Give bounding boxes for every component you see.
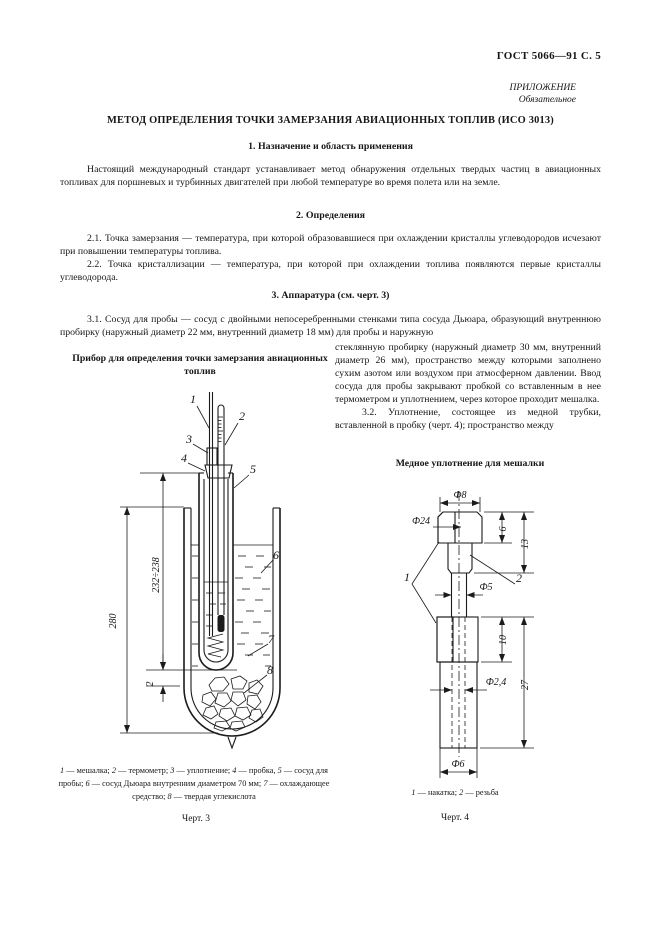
- label-6-dewar: 6: [273, 548, 279, 562]
- legend-item: 5 — сосуд для пробы;: [58, 766, 328, 788]
- dim-phi6-label: Ф6: [451, 759, 465, 770]
- dim-phi8: [440, 490, 480, 512]
- clause-3-2: 3.2. Уплотнение, состоящее из медной трубки, вставленной в пробку (черт. 4); пространство между: [335, 407, 601, 431]
- figure3-title: Прибор для определения точки замерзания авиационных топлив: [72, 353, 328, 377]
- clause-3-1-continuation: стеклянную пробирку (наружный диаметр 30 мм, внутренний диаметр 26 мм), пространство между которыми заполнено сухим азотом или воздухом при атмосферном давлении. Ввод сосуда для пробы закрывают пробкой со вставленным в нее термометром и уплотнением, через которое проходит мешалка.: [335, 342, 601, 405]
- dim-phi2-4-label: Ф2,4: [485, 677, 507, 688]
- dim-2: [145, 654, 180, 702]
- doc-title: МЕТОД ОПРЕДЕЛЕНИЯ ТОЧКИ ЗАМЕРЗАНИЯ АВИАЦИОННЫХ ТОПЛИВ (ИСО 3013): [107, 115, 554, 126]
- label-2-thread: 2: [516, 571, 522, 585]
- dim-phi8-label: Ф8: [453, 490, 467, 501]
- dim-phi5: [435, 582, 493, 595]
- thermometer-scale: [219, 417, 224, 442]
- label-3-seal: 3: [186, 432, 192, 446]
- dim-gap-label: 2: [145, 681, 156, 687]
- dim-232-238: [140, 473, 237, 670]
- annex-block: [510, 83, 577, 106]
- right-column: [335, 341, 601, 432]
- figure4-title: Медное уплотнение для мешалки: [395, 458, 545, 469]
- figure4-legend: [375, 786, 535, 799]
- dim-total-height-label: 280: [108, 613, 119, 629]
- legend-item: 8 — твердая углекислота: [167, 792, 256, 801]
- clause-2-2: 2.2. Точка кристаллизации — температура, при которой при охлаждении топлива появляются первые кристаллы углеводорода.: [60, 259, 601, 283]
- legend-item: 4 — пробка,: [232, 766, 276, 775]
- dim-phi6: [440, 748, 477, 778]
- dim-10-label: 10: [498, 635, 509, 645]
- thermometer: [218, 405, 225, 632]
- dim-height-range-label: 232÷238: [151, 557, 162, 593]
- figure3-drawing: [85, 388, 335, 773]
- label-5-sample-vessel: 5: [250, 462, 256, 476]
- section1-heading: 1. Назначение и область применения: [248, 141, 413, 152]
- label-8-co2: 8: [267, 663, 273, 677]
- figure3-caption: Черт. 3: [182, 814, 210, 824]
- figure4-caption: Черт. 4: [441, 813, 469, 823]
- section2-heading: 2. Определения: [295, 210, 365, 221]
- seal-tube: [437, 617, 478, 748]
- tube-knurl: [437, 617, 453, 662]
- legend-item: 3 — уплотнение;: [170, 766, 231, 775]
- dim-6: [484, 512, 534, 543]
- dim-6-label: 6: [498, 526, 509, 532]
- dim-phi5-label: Ф5: [479, 582, 493, 593]
- figure4-part-labels: [404, 542, 522, 623]
- figure3-legend: [54, 764, 334, 803]
- section3-heading: 3. Аппаратура (см. черт. 3): [271, 290, 390, 301]
- label-7-coolant: 7: [268, 632, 274, 646]
- annex-label: ПРИЛОЖЕНИЕ: [509, 83, 576, 93]
- legend-item: 2 — резьба: [459, 788, 499, 797]
- cap-knurl: [438, 512, 455, 543]
- figure4-drawing: [395, 485, 570, 795]
- legend-item: 6 — сосуд Дьюара внутренним диаметром 70 мм;: [85, 779, 262, 788]
- threaded-stub: [448, 543, 472, 573]
- dim-13-label: 13: [520, 539, 531, 549]
- dim-phi24: [412, 516, 461, 527]
- annex-sub-label: Обязательное: [518, 94, 576, 105]
- label-1-stirrer: 1: [190, 392, 196, 406]
- thermometer-bulb: [218, 615, 225, 632]
- clause-3-1-intro: 3.1. Сосуд для пробы — сосуд с двойными непосеребренными стенками типа сосуда Дьюара, образующий внутреннюю пробирку (наружный диаметр 22 мм, внутренний диаметр 18 мм) для пробы и наружную: [60, 314, 601, 338]
- section1-paragraph: Настоящий международный стандарт устанавливает метод обнаружения отдельных твердых частиц в авиационных топливах для поршневых и турбинных двигателей при любой температуре во время полета или на земле.: [60, 164, 601, 188]
- dewar-seal-tip: [228, 737, 236, 748]
- stirrer-spiral: [208, 634, 223, 657]
- label-2-thermometer: 2: [239, 409, 245, 423]
- legend-item: 7 — охлаждающее средство;: [132, 779, 330, 801]
- cap-nut: [438, 512, 482, 573]
- dim-phi24-label: Ф24: [411, 516, 431, 527]
- dim-27-label: 27: [520, 680, 531, 690]
- legend-item: 2 — термометр;: [111, 766, 169, 775]
- dim-10: [481, 617, 534, 662]
- label-1-knurl: 1: [404, 570, 410, 584]
- figure3-part-labels: [181, 392, 279, 693]
- label-4-cork: 4: [181, 451, 187, 465]
- doc-number: ГОСТ 5066—91 С. 5: [496, 50, 601, 62]
- legend-item: 1 — мешалка;: [60, 766, 110, 775]
- dim-phi2-4: [430, 677, 506, 690]
- legend-item: 1 — накатка;: [411, 788, 458, 797]
- clause-2-1: 2.1. Точка замерзания — температура, при которой образовавшиеся при охлаждении кристаллы углеводородов исчезают при повышении температуры топлива.: [60, 233, 601, 257]
